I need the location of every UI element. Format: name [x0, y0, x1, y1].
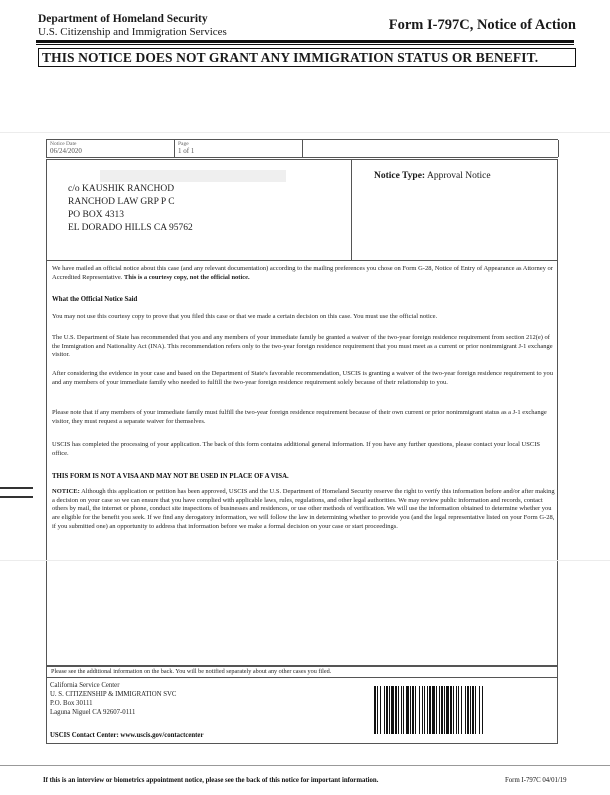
notice-type	[374, 171, 491, 181]
form-edition: Form I-797C 04/01/19	[505, 777, 567, 784]
address-line-3: PO BOX 4313	[68, 210, 124, 220]
service-center-line-2: U. S. CITIZENSHIP & IMMIGRATION SVC	[50, 691, 177, 698]
service-center-line-1: California Service Center	[50, 682, 120, 689]
agency-subname: U.S. Citizenship and Immigration Services	[38, 26, 227, 38]
service-center-line-4: Laguna Niguel CA 92607-0111	[50, 709, 136, 716]
scan-artifact-line-2	[0, 560, 610, 561]
form-title: Form I-797C, Notice of Action	[388, 17, 576, 33]
paragraph-waiver-recommendation: The U.S. Department of State has recommended that you and any members of your immediate family be granted a waiver of the two-year foreign residence requirement from section 212(e) of the Immigration and Nationality Act (INA). This recommendation refers only to the two-year foreign residence requirement that you must meet as a current or prior nonimmigrant J-1 exchange visitor.	[52, 334, 553, 359]
notice-body-box	[46, 261, 558, 666]
notice-type-label: Notice Type:	[374, 171, 426, 181]
notice-label: NOTICE:	[52, 488, 80, 495]
courtesy-bold: This is a courtesy copy, not the official notice.	[124, 273, 250, 281]
page-label: Page	[178, 141, 189, 147]
paragraph-family-note: Please note that if any members of your immediate family must fulfill the two-year foreign residence requirement because of their own current or prior nonimmigrant status as a J-1 exchange visitor, they must request a separate waiver for themselves.	[52, 409, 547, 425]
paragraph-courtesy-use: You may not use this courtesy copy to prove that you filed this case or that we made a certain decision on this case. You must use the official notice.	[52, 313, 438, 320]
footer-rule	[0, 765, 610, 766]
page-cell	[175, 140, 303, 157]
notice-paragraph	[52, 488, 557, 532]
notice-date-value: 06/24/2020	[50, 147, 82, 155]
notice-text: Although this application or petition has been approved, USCIS and the U.S. Department of Homeland Security reserve the right to verify this information before and/or after making a decision on your case so we can ensure that you have complied with applicable laws, rules, regulations, and other legal authorities. We may review public information and records, contact others by mail, the internet or phone, conduct site inspections of businesses and residences, or use other methods of verification. We will use the information obtained to determine whether you are eligible for the benefit you seek. If we find any derogatory information, we will follow the law in determining whether to provide you (and the legal representative listed on your Form G-28, if you submitted one) an opportunity to address that information before we make a formal decision on your case or start proceedings.	[52, 488, 555, 530]
barcode	[374, 686, 550, 734]
info-row	[46, 139, 558, 158]
contact-center: USCIS Contact Center: www.uscis.gov/contactcenter	[50, 732, 204, 739]
blank-cell	[303, 140, 559, 157]
address-line-4: EL DORADO HILLS CA 95762	[68, 223, 193, 233]
notice-date-cell	[47, 140, 175, 157]
paragraph-processing: USCIS has completed the processing of your application. The back of this form contains additional general information. If you have any further questions, please contact your local USCIS office.	[52, 441, 540, 457]
additional-info: Please see the additional information on the back. You will be notified separately about any other cases you filed.	[46, 666, 558, 678]
notice-date-label: Notice Date	[50, 141, 77, 147]
margin-mark-2	[0, 496, 33, 498]
section-heading-official: What the Official Notice Said	[52, 296, 138, 303]
scan-artifact-line	[0, 132, 610, 133]
courtesy-text: We have mailed an official notice about this case (and any relevant documentation) according to the mailing preferences you chose on Form G-28, Notice of Entry of Appearance as Attorney or Accredited Representative.	[52, 265, 553, 281]
header-rule	[36, 40, 574, 43]
agency-name: Department of Homeland Security	[38, 13, 208, 25]
footer-note: If this is an interview or biometrics appointment notice, please see the back of this notice for important information.	[43, 777, 379, 784]
status-banner: THIS NOTICE DOES NOT GRANT ANY IMMIGRATION STATUS OR BENEFIT.	[38, 48, 576, 67]
header-rule-thin	[36, 44, 574, 45]
address-divider	[351, 159, 352, 261]
notice-type-value: Approval Notice	[426, 171, 491, 181]
page-value: 1 of 1	[178, 147, 195, 155]
visa-warning-heading: THIS FORM IS NOT A VISA AND MAY NOT BE USED IN PLACE OF A VISA.	[52, 473, 289, 480]
service-center-line-3: P.O. Box 30111	[50, 700, 93, 707]
address-line-2: RANCHOD LAW GRP P C	[68, 197, 175, 207]
margin-mark-1	[0, 487, 33, 489]
barcode-bar	[483, 686, 484, 734]
paragraph-waiver-granted: After considering the evidence in your case and based on the Department of State's favorable recommendation, USCIS is granting a waiver of the two-year foreign residence requirement to you and any members of your immediate family who needed to fulfill the two-year foreign residence requirement solely because of their relationship to you.	[52, 370, 553, 386]
address-line-1: c/o KAUSHIK RANCHOD	[68, 184, 175, 194]
courtesy-paragraph	[52, 265, 557, 282]
redacted-name	[100, 170, 286, 182]
